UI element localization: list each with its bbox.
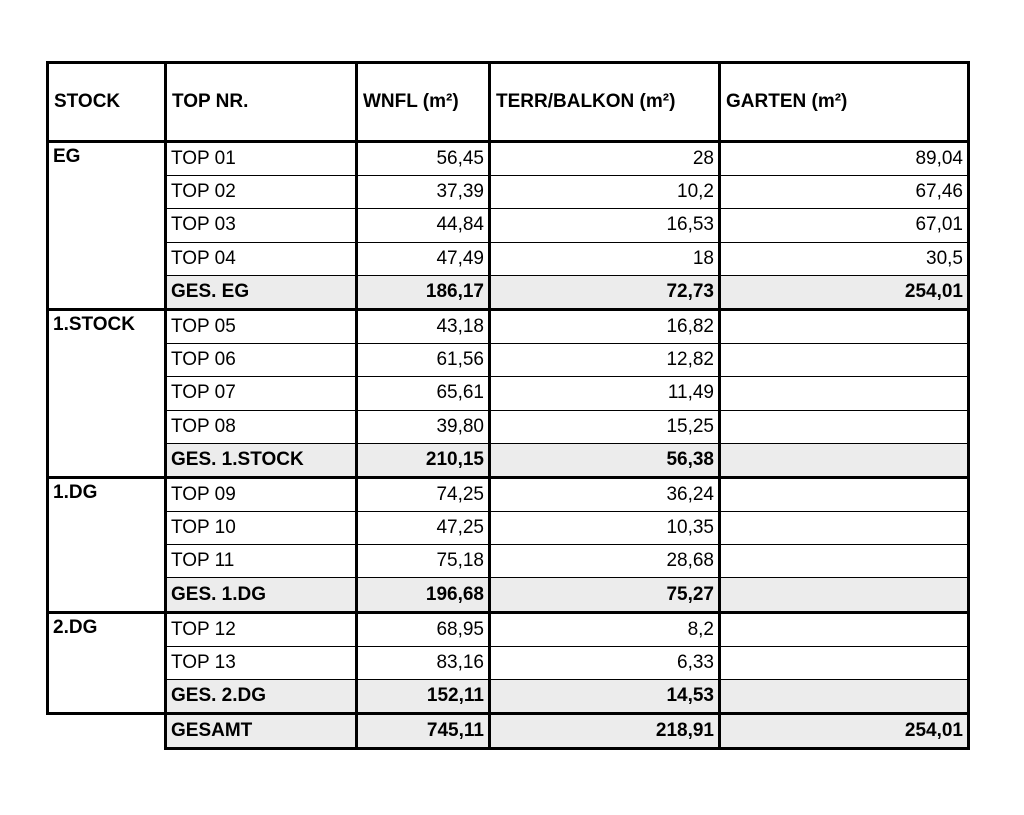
- subtotal-terr-balkon: 56,38: [490, 443, 720, 477]
- stock-label: 2.DG: [48, 612, 166, 714]
- subtotal-wnfl: 196,68: [357, 578, 490, 612]
- subtotal-terr-balkon: 75,27: [490, 578, 720, 612]
- header-row: [48, 63, 969, 142]
- terr-balkon-cell: 16,53: [490, 209, 720, 242]
- stock-label: 1.DG: [48, 477, 166, 612]
- top-nr-cell: TOP 07: [166, 377, 357, 410]
- table-row: [48, 512, 969, 545]
- table-row: [48, 646, 969, 679]
- terr-balkon-cell: 6,33: [490, 646, 720, 679]
- area-table: [46, 61, 970, 750]
- subtotal-label: GES. 1.DG: [166, 578, 357, 612]
- wnfl-cell: 65,61: [357, 377, 490, 410]
- garten-cell: [720, 344, 969, 377]
- subtotal-wnfl: 152,11: [357, 680, 490, 714]
- table-row: [48, 209, 969, 242]
- subtotal-row: [48, 443, 969, 477]
- garten-cell: 67,01: [720, 209, 969, 242]
- subtotal-garten: 254,01: [720, 275, 969, 309]
- top-nr-cell: TOP 04: [166, 242, 357, 275]
- terr-balkon-cell: 18: [490, 242, 720, 275]
- garten-cell: [720, 309, 969, 343]
- table-row: [48, 176, 969, 209]
- total-empty-cell: [48, 714, 166, 749]
- subtotal-row: [48, 680, 969, 714]
- total-label: GESAMT: [166, 714, 357, 749]
- top-nr-cell: TOP 02: [166, 176, 357, 209]
- subtotal-terr-balkon: 14,53: [490, 680, 720, 714]
- terr-balkon-cell: 11,49: [490, 377, 720, 410]
- table-row: [48, 377, 969, 410]
- stock-label: EG: [48, 142, 166, 310]
- wnfl-cell: 37,39: [357, 176, 490, 209]
- table-row: [48, 309, 969, 343]
- subtotal-wnfl: 186,17: [357, 275, 490, 309]
- terr-balkon-cell: 36,24: [490, 477, 720, 511]
- terr-balkon-cell: 28,68: [490, 545, 720, 578]
- top-nr-cell: TOP 05: [166, 309, 357, 343]
- garten-cell: [720, 545, 969, 578]
- terr-balkon-cell: 15,25: [490, 410, 720, 443]
- garten-cell: [720, 377, 969, 410]
- wnfl-cell: 61,56: [357, 344, 490, 377]
- garten-cell: [720, 612, 969, 646]
- wnfl-cell: 83,16: [357, 646, 490, 679]
- header-top-nr: TOP NR.: [166, 63, 357, 142]
- top-nr-cell: TOP 03: [166, 209, 357, 242]
- table-row: [48, 344, 969, 377]
- table-row: [48, 477, 969, 511]
- top-nr-cell: TOP 10: [166, 512, 357, 545]
- header-garten: GARTEN (m²): [720, 63, 969, 142]
- wnfl-cell: 47,49: [357, 242, 490, 275]
- table-row: [48, 612, 969, 646]
- subtotal-garten: [720, 680, 969, 714]
- subtotal-label: GES. EG: [166, 275, 357, 309]
- table-row: [48, 142, 969, 176]
- terr-balkon-cell: 28: [490, 142, 720, 176]
- garten-cell: [720, 512, 969, 545]
- table-row: [48, 410, 969, 443]
- header-terr-balkon: TERR/BALKON (m²): [490, 63, 720, 142]
- wnfl-cell: 47,25: [357, 512, 490, 545]
- wnfl-cell: 75,18: [357, 545, 490, 578]
- wnfl-cell: 39,80: [357, 410, 490, 443]
- subtotal-garten: [720, 443, 969, 477]
- stock-label: 1.STOCK: [48, 309, 166, 477]
- total-garten: 254,01: [720, 714, 969, 749]
- wnfl-cell: 74,25: [357, 477, 490, 511]
- terr-balkon-cell: 12,82: [490, 344, 720, 377]
- subtotal-garten: [720, 578, 969, 612]
- garten-cell: 30,5: [720, 242, 969, 275]
- subtotal-row: [48, 275, 969, 309]
- terr-balkon-cell: 10,2: [490, 176, 720, 209]
- header-stock: STOCK: [48, 63, 166, 142]
- top-nr-cell: TOP 12: [166, 612, 357, 646]
- wnfl-cell: 56,45: [357, 142, 490, 176]
- subtotal-label: GES. 2.DG: [166, 680, 357, 714]
- area-table-sheet: [46, 61, 970, 750]
- terr-balkon-cell: 10,35: [490, 512, 720, 545]
- header-wnfl: WNFL (m²): [357, 63, 490, 142]
- top-nr-cell: TOP 01: [166, 142, 357, 176]
- top-nr-cell: TOP 06: [166, 344, 357, 377]
- table-row: [48, 242, 969, 275]
- top-nr-cell: TOP 13: [166, 646, 357, 679]
- top-nr-cell: TOP 11: [166, 545, 357, 578]
- total-terr-balkon: 218,91: [490, 714, 720, 749]
- top-nr-cell: TOP 08: [166, 410, 357, 443]
- wnfl-cell: 44,84: [357, 209, 490, 242]
- subtotal-wnfl: 210,15: [357, 443, 490, 477]
- total-row: [48, 714, 969, 749]
- top-nr-cell: TOP 09: [166, 477, 357, 511]
- subtotal-label: GES. 1.STOCK: [166, 443, 357, 477]
- subtotal-row: [48, 578, 969, 612]
- wnfl-cell: 68,95: [357, 612, 490, 646]
- total-wnfl: 745,11: [357, 714, 490, 749]
- garten-cell: [720, 646, 969, 679]
- garten-cell: [720, 477, 969, 511]
- terr-balkon-cell: 8,2: [490, 612, 720, 646]
- garten-cell: 89,04: [720, 142, 969, 176]
- garten-cell: [720, 410, 969, 443]
- garten-cell: 67,46: [720, 176, 969, 209]
- table-row: [48, 545, 969, 578]
- terr-balkon-cell: 16,82: [490, 309, 720, 343]
- wnfl-cell: 43,18: [357, 309, 490, 343]
- subtotal-terr-balkon: 72,73: [490, 275, 720, 309]
